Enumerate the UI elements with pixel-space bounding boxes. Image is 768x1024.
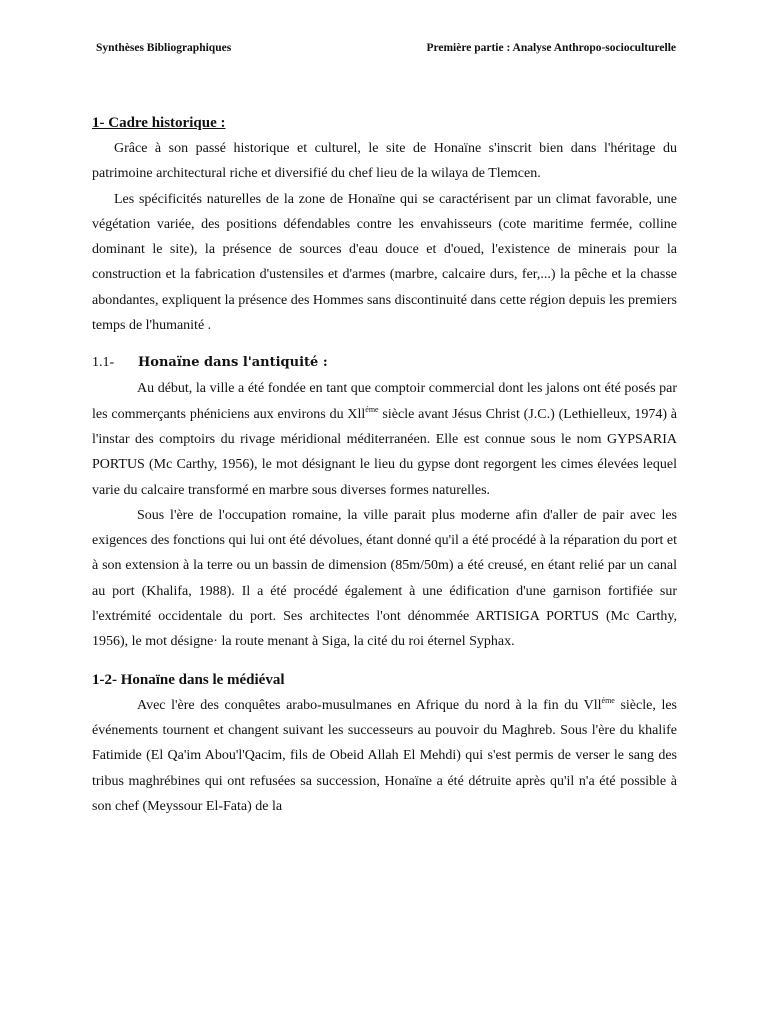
running-header bbox=[96, 42, 676, 58]
section-heading-medieval: 1-2- Honaïne dans le médiéval bbox=[92, 671, 285, 688]
subsection-heading-antiquite bbox=[92, 350, 677, 376]
subsection-number: 1.1- bbox=[92, 355, 115, 371]
document-body bbox=[92, 110, 677, 819]
superscript: éme bbox=[601, 695, 615, 705]
paragraph: Avec l'ère des conquêtes arabo-musulmanes en Afrique du nord à la fin du Vll$^{éme}$ siècle, les événements tournent et changent suivant les successeurs au pouvoir du Maghreb. Sous l'ère du khalife Fatimide (El Qa'im Abou'l'Qacim, fils de Obeid Allah El Mehdi) qui s'est permis de verser le sang des tribus maghrébines qui ont refusées sa succession, Honaïne a été détruite après qu'il n'a été possible à son chef (Meyssour El-Fata) de la bbox=[92, 695, 677, 814]
paragraph: Au début, la ville a été fondée en tant que comptoir commercial dont les jalons ont été posés par les commerçants phéniciens aux environs du Xll$^{éme}$ siècle avant Jésus Christ (J.C.) (Lethielleux, 1974) à l'instar des comptoirs du rivage méridional méditerranéen. Elle est connue sous le nom GYPSARIA PORTUS (Mc Carthy, 1956), le mot désignant le lieu du gypse dont regorgent les cimes élevées lequel varie du calcaire transformé en marbre sous diverses formes naturelles. bbox=[92, 381, 678, 498]
header-left-title: Synthèses Bibliographiques bbox=[96, 42, 232, 54]
section-heading-cadre-historique: 1- Cadre historique : bbox=[92, 115, 226, 131]
superscript: éme bbox=[365, 404, 379, 414]
subsection-title: Honaïne dans l'antiquité : bbox=[138, 355, 328, 371]
header-right-title: Première partie : Analyse Anthropo-socioculturelle bbox=[426, 42, 676, 54]
paragraph: Sous l'ère de l'occupation romaine, la ville parait plus moderne afin d'aller de pair avec les exigences des fonctions qui lui ont été dévolues, étant donné qu'il a été procédé à la réparation du port et à son extension à la terre ou un bassin de dimension (85m/50m) a été creusé, en étant relié par un canal au port (Khalifa, 1988). Il a été procédé également à une édification d'une garnison fortifiée sur l'extrémité occidentale du port. Ses architectes l'ont dénommée ARTISIGA PORTUS (Mc Carthy, 1956), le mot désigne· la route menant à Siga, la cité du roi éternel Syphax. bbox=[92, 507, 677, 650]
paragraph: Les spécificités naturelles de la zone de Honaïne qui se caractérisent par un climat favorable, une végétation variée, des positions défendables contre les envahisseurs (cote maritime fermée, colline dominant le site), la présence de sources d'eau douce et d'oued, l'existence de minerais pour la construction et la fabrication d'ustensiles et d'armes (marbre, calcaire durs, fer,...) la pêche et la chasse abondantes, expliquent la présence des Hommes sans discontinuité dans cette région depuis les premiers temps de l'humanité . bbox=[92, 191, 677, 334]
paragraph: Grâce à son passé historique et culturel, le site de Honaïne s'inscrit bien dans l'héritage du patrimoine architectural riche et diversifié du chef lieu de la wilaya de Tlemcen. bbox=[92, 141, 677, 182]
